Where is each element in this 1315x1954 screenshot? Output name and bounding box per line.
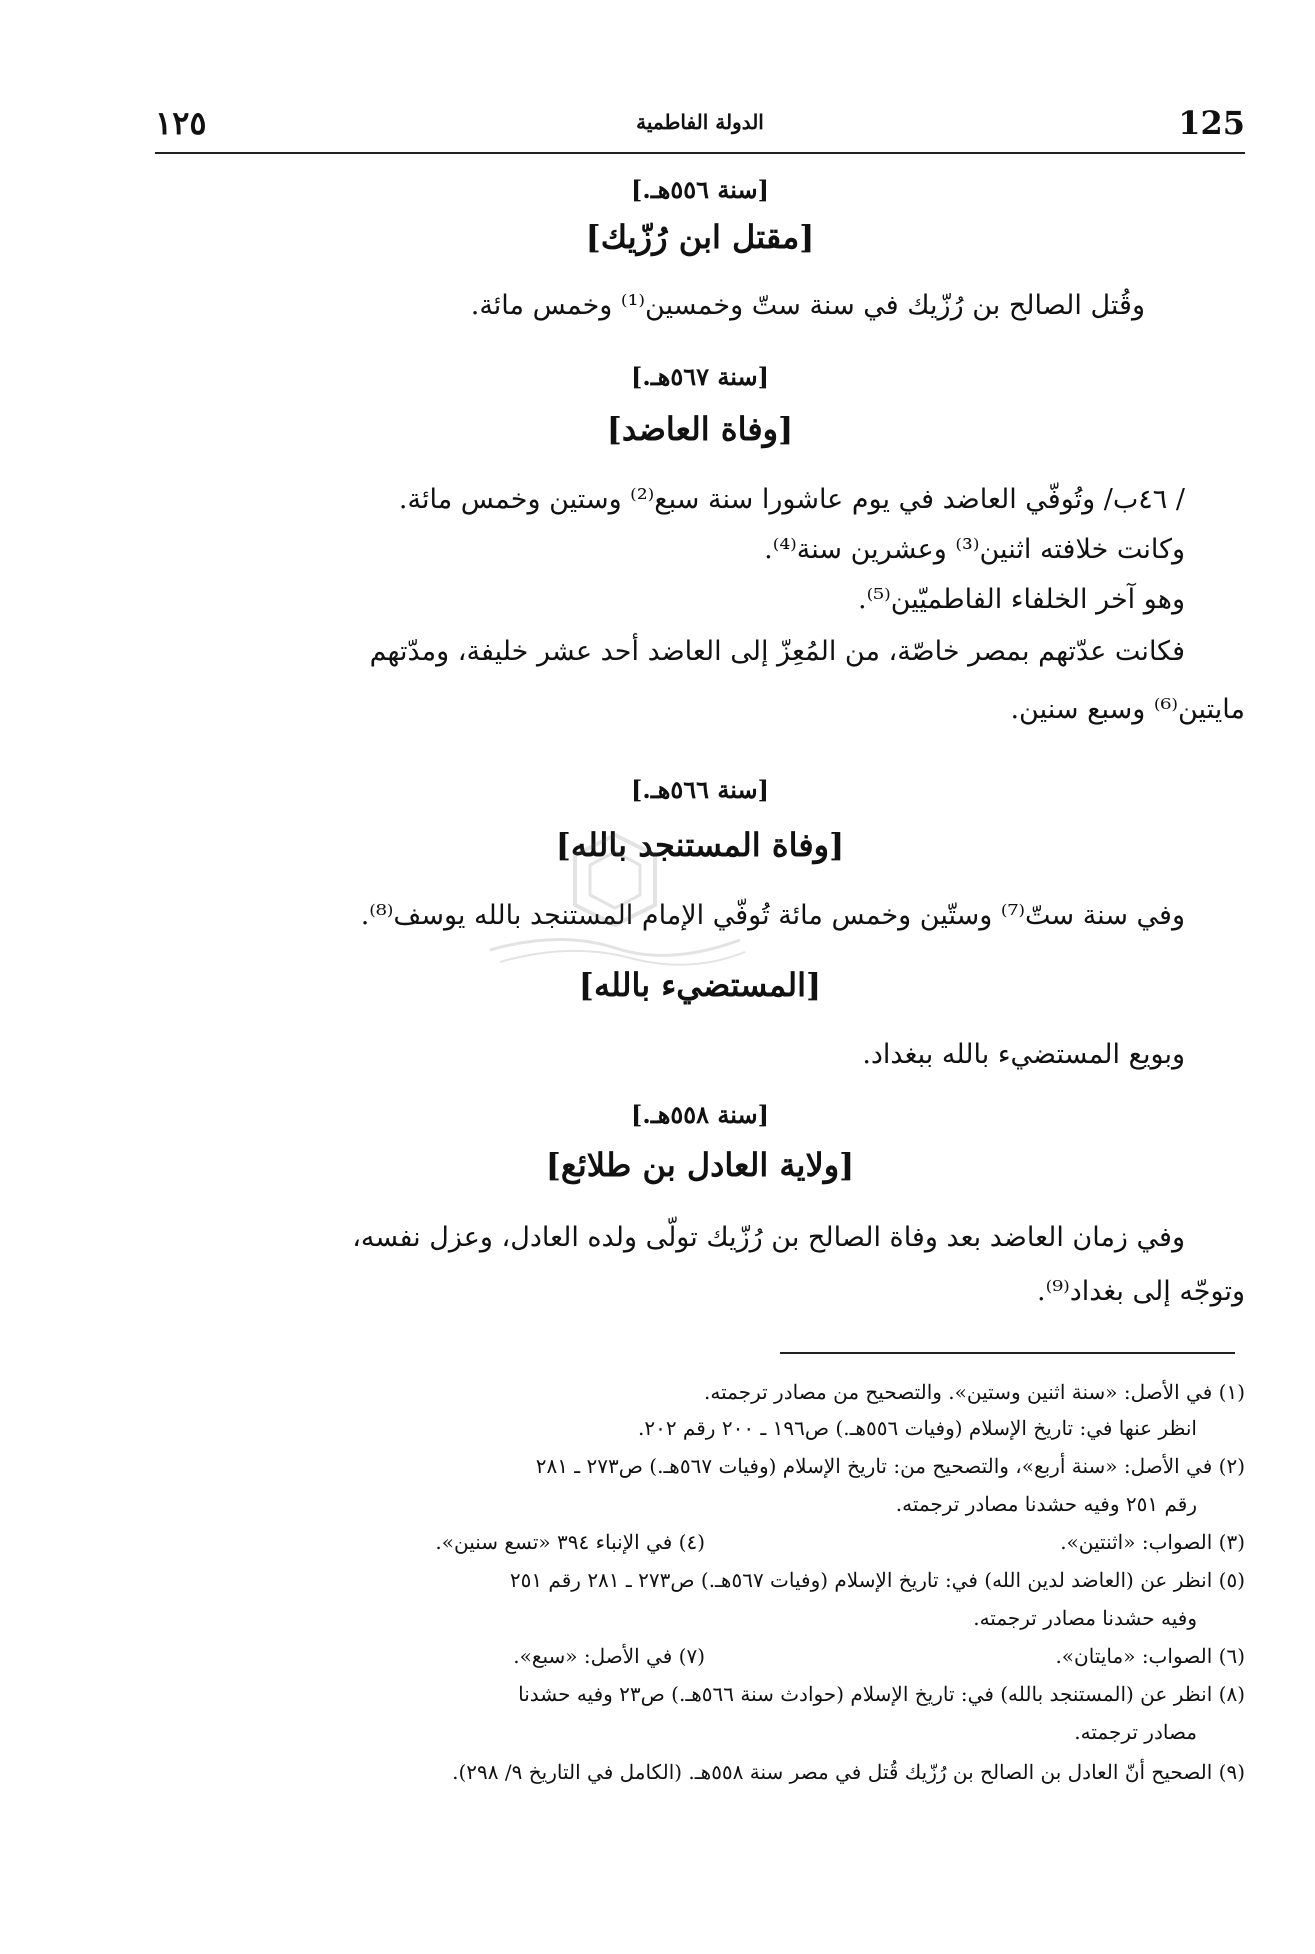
footnote: وفيه حشدنا مصادر ترجمته. (973, 1606, 1197, 1630)
footnote: مصادر ترجمته. (1074, 1720, 1197, 1744)
footnote: انظر عنها في: تاريخ الإسلام (وفيات ٥٥٦هـ.) ص١٩٦ ـ ٢٠٠ رقم ٢٠٢. (637, 1416, 1197, 1440)
page-number-arabic: ١٢٥ (155, 104, 207, 142)
running-title: الدولة الفاطمية (636, 110, 764, 134)
footnote: (٩) الصحيح أنّ العادل بن الصالح بن رُزّيك قُتل في مصر سنة ٥٥٨هـ. (الكامل في التاريخ ٩/ ٢٩٨). (452, 1760, 1245, 1784)
section-title: [مقتل ابن رُزّيك] (585, 218, 815, 256)
paragraph-line: وهو آخر الخلفاء الفاطميّين⁽⁵⁾. (858, 584, 1185, 615)
paragraph-line: وفي سنة ستّ⁽⁷⁾ وستّين وخمس مائة تُوفّي الإمام المستنجد بالله يوسف⁽⁸⁾. (360, 900, 1185, 931)
paragraph-line: وفي زمان العاضد بعد وفاة الصالح بن رُزّيك تولّى ولده العادل، وعزل نفسه، (352, 1222, 1185, 1253)
watermark-seal-icon (470, 830, 760, 970)
footnote: (١) في الأصل: «سنة اثنين وستين». والتصحيح من مصادر ترجمته. (704, 1380, 1245, 1404)
paragraph-line: / ٤٦ب/ وتُوفّي العاضد في يوم عاشورا سنة سبع⁽²⁾ وستين وخمس مائة. (398, 484, 1185, 515)
section-year: [سنة ٥٥٨هـ.] (630, 1100, 769, 1129)
footnote: رقم ٢٥١ وفيه حشدنا مصادر ترجمته. (895, 1492, 1197, 1516)
section-year: [سنة ٥٦٧هـ.] (630, 362, 769, 391)
footnotes (155, 0, 1245, 1954)
section-title: [المستضيء بالله] (578, 966, 822, 1004)
footnote: (٤) في الإنباء ٣٩٤ «تسع سنين». (435, 1530, 705, 1554)
paragraph-line: وقُتل الصالح بن رُزّيك في سنة ستّ وخمسين⁽¹⁾ وخمس مائة. (470, 290, 1145, 321)
section-title: [وفاة العاضد] (606, 410, 794, 448)
section-title: [وفاة المستنجد بالله] (555, 826, 845, 864)
footnote: (٦) الصواب: «مايتان». (1055, 1644, 1245, 1668)
footnote: (٥) انظر عن (العاضد لدين الله) في: تاريخ الإسلام (وفيات ٥٦٧هـ.) ص٢٧٣ ـ ٢٨١ رقم ٢٥١ (509, 1568, 1245, 1592)
paragraph-line: مايتين⁽⁶⁾ وسبع سنين. (1010, 694, 1245, 725)
paragraph-line: فكانت عدّتهم بمصر خاصّة، من المُعِزّ إلى العاضد أحد عشر خليفة، ومدّتهم (369, 636, 1185, 667)
page-number-latin: 125 (1178, 104, 1245, 142)
section-year: [سنة ٥٥٦هـ.] (630, 175, 769, 204)
section-title: [ولاية العادل بن طلائع] (545, 1146, 855, 1184)
paragraph-line: وكانت خلافته اثنين⁽³⁾ وعشرين سنة⁽⁴⁾. (764, 534, 1185, 565)
paragraph-line: وبويع المستضيء بالله ببغداد. (862, 1039, 1185, 1070)
footnote: (٢) في الأصل: «سنة أربع»، والتصحيح من: تاريخ الإسلام (وفيات ٥٦٧هـ.) ص٢٧٣ ـ ٢٨١ (535, 1454, 1245, 1478)
footnote: (٣) الصواب: «اثنتين». (1060, 1530, 1245, 1554)
footnote: (٧) في الأصل: «سبع». (513, 1644, 705, 1668)
footnote: (٨) انظر عن (المستنجد بالله) في: تاريخ الإسلام (حوادث سنة ٥٦٦هـ.) ص٢٣ وفيه حشدنا (518, 1682, 1245, 1706)
section-year: [سنة ٥٦٦هـ.] (630, 775, 769, 804)
paragraph-line: وتوجّه إلى بغداد⁽⁹⁾. (1037, 1276, 1245, 1307)
